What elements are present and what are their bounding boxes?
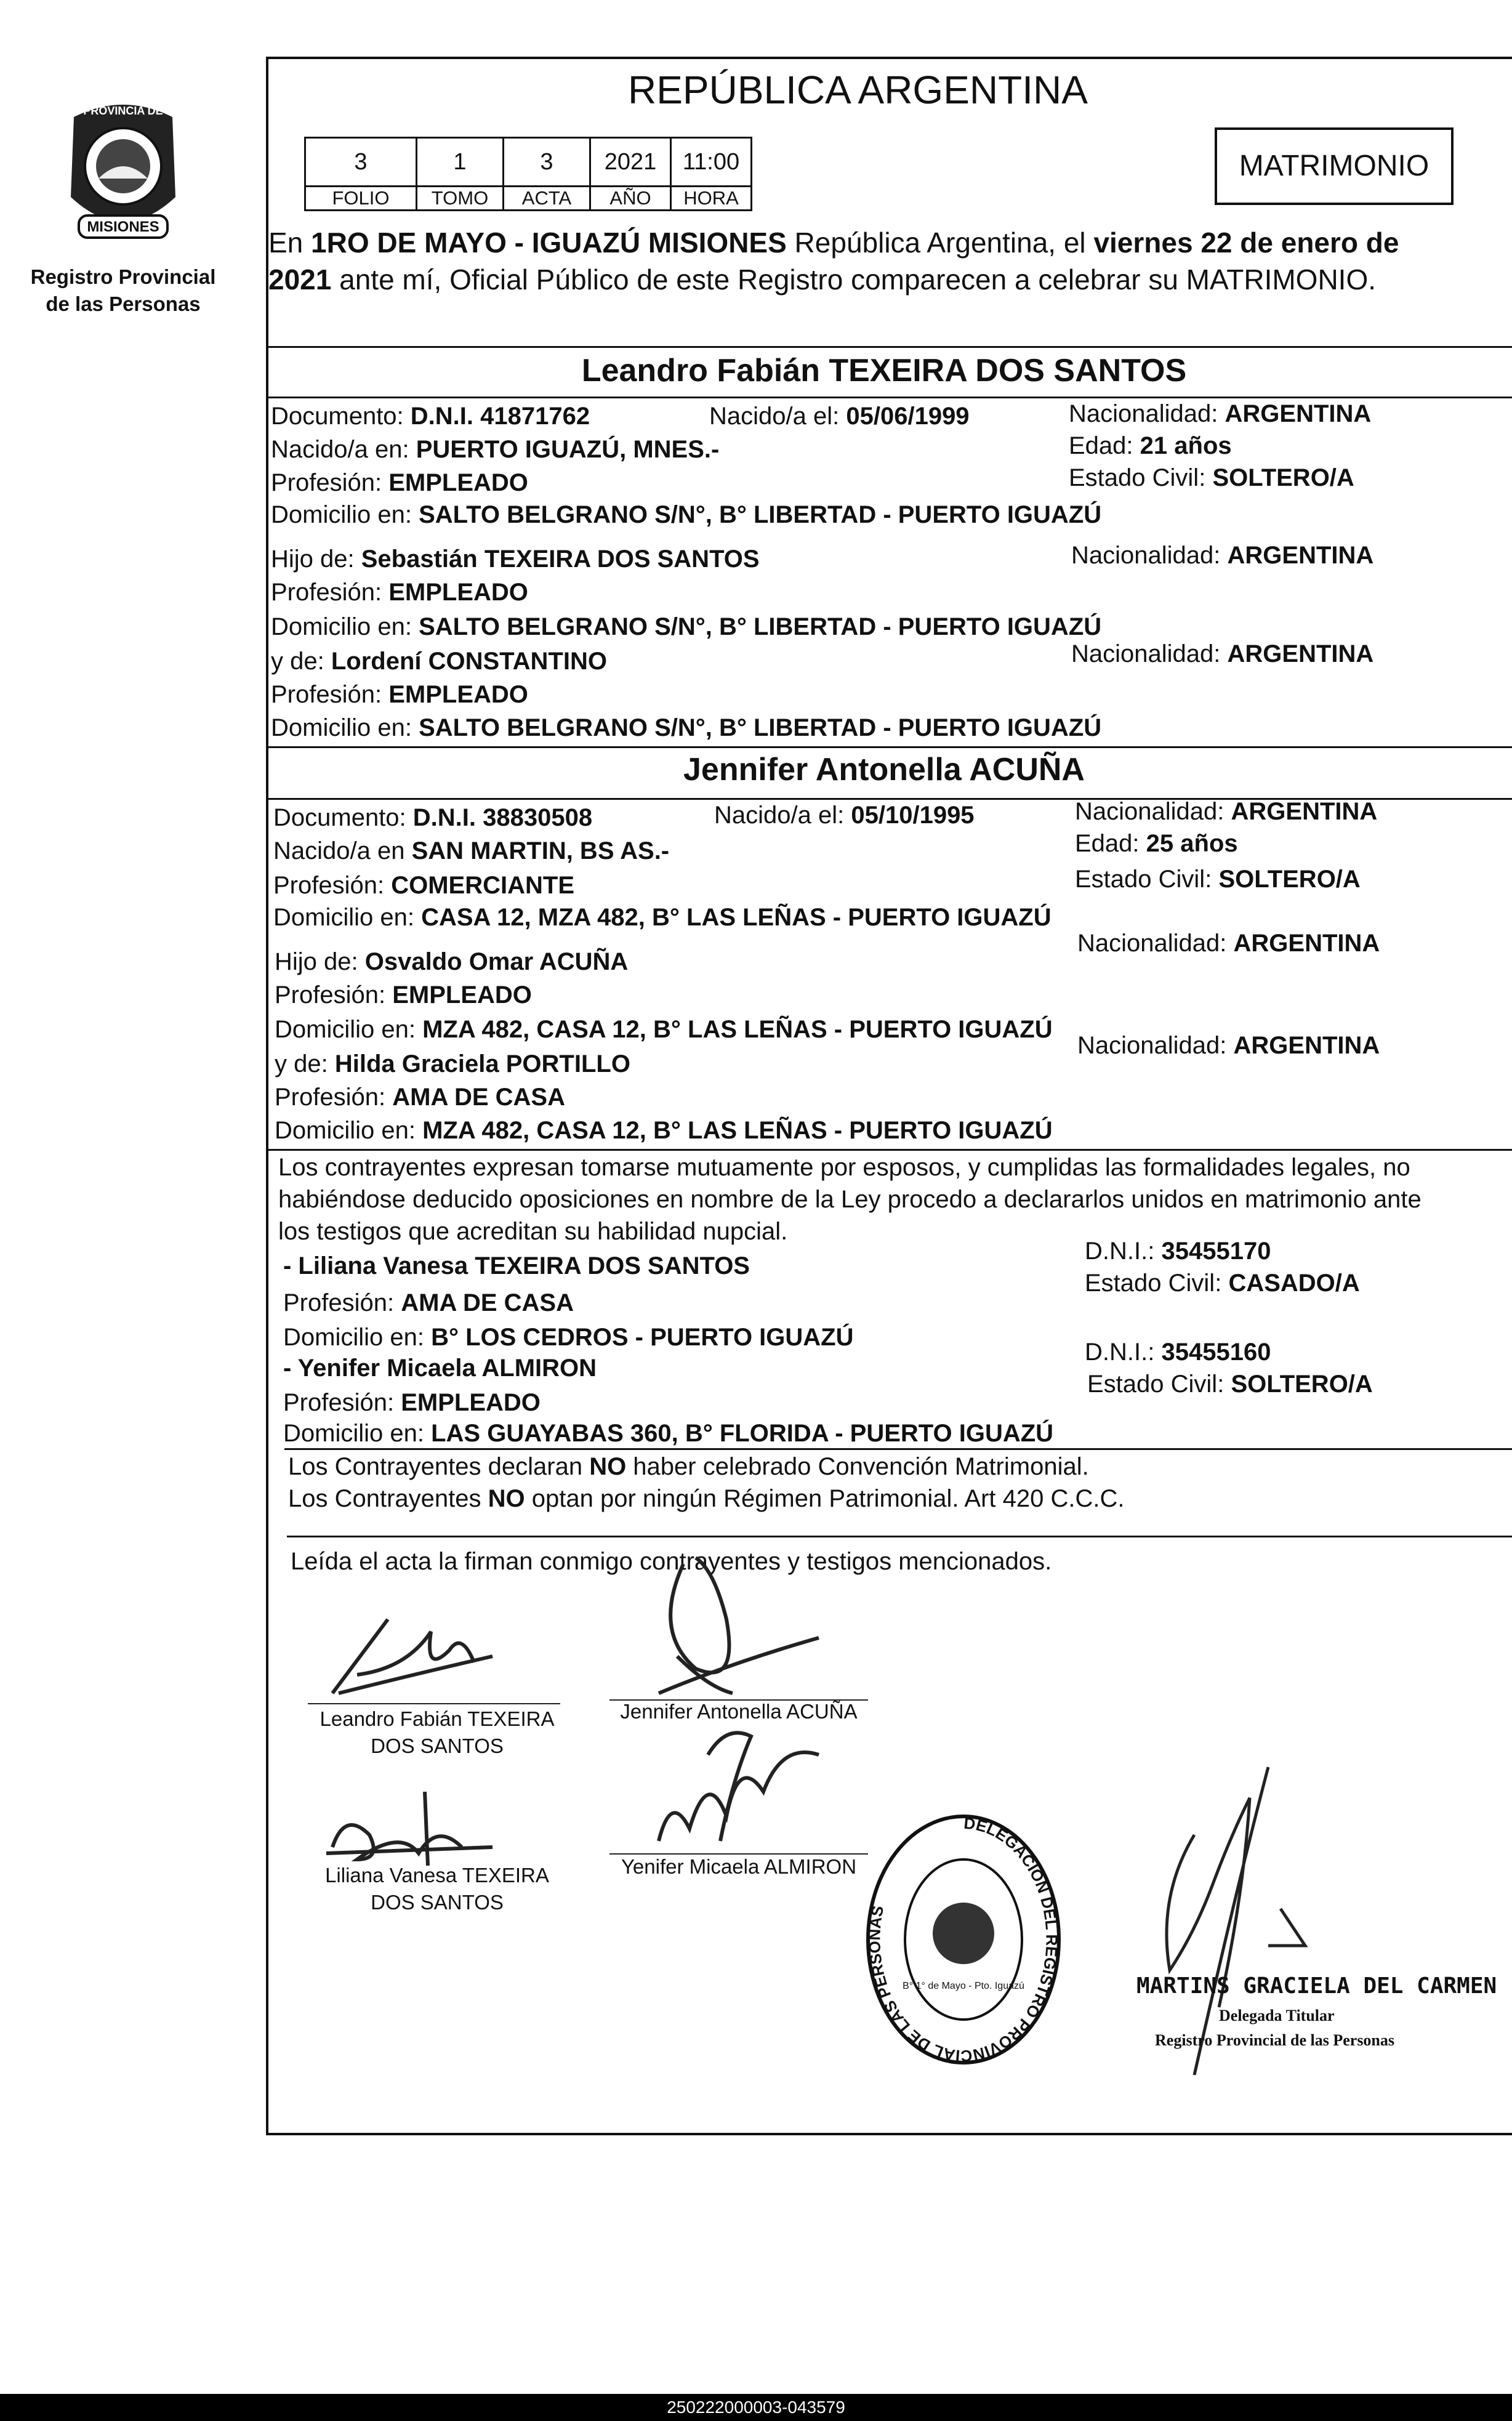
signature-jennifer — [640, 1545, 825, 1706]
sig3-caption: Liliana Vanesa TEXEIRA DOS SANTOS — [325, 1864, 549, 1914]
spouse1-name: Leandro Fabián TEXEIRA DOS SANTOS — [581, 353, 1187, 389]
sig4-caption: Yenifer Micaela ALMIRON — [621, 1855, 857, 1878]
sig2-caption: Jennifer Antonella ACUÑA — [620, 1700, 858, 1723]
acta-value: 3 — [504, 138, 590, 187]
tomo-label: TOMO — [417, 187, 504, 211]
declaration: Los contrayentes expresan tomarse mutuamente por esposos, y cumplidas las formalidades legales, no habiéndose deducido oposiciones en nombre de la Ley procedo a declararlos unidos en matrimonio ante los testigos que acreditan su habilidad nupcial. — [278, 1154, 1422, 1245]
tomo-value: 1 — [417, 138, 504, 187]
intro-paragraph: En 1RO DE MAYO - IGUAZÚ MISIONES República Argentina, el viernes 22 de enero de 2021 ante mí, Oficial Público de este Registro comparecen a celebrar su MATRIMONIO. — [268, 227, 1399, 296]
folio-label: FOLIO — [305, 187, 417, 211]
divider — [284, 1448, 1512, 1450]
official-title: Delegada Titular — [1219, 2007, 1335, 2024]
hora-label: HORA — [671, 187, 752, 211]
signature-yenifer — [634, 1718, 831, 1853]
divider — [268, 1149, 1512, 1151]
witness2-name: - Yenifer Micaela ALMIRON — [283, 1355, 597, 1382]
province-seal-icon — [49, 92, 197, 259]
sig1-caption: Leandro Fabián TEXEIRA DOS SANTOS — [320, 1707, 555, 1757]
signatures-intro: Leída el acta la firman conmigo contrayentes y testigos mencionados. — [291, 1548, 1052, 1575]
official-name: MARTINS GRACIELA DEL CARMEN — [1136, 1973, 1497, 1999]
registry-table — [304, 137, 752, 211]
svg-text:DELEGACION DEL REGISTRO PROVIN: DELEGACION DEL REGISTRO PROVINCIAL DE LAS PERSONAS — [865, 1813, 1061, 2066]
divider — [287, 1536, 1512, 1537]
witness1-name: - Liliana Vanesa TEXEIRA DOS SANTOS — [283, 1252, 750, 1279]
official-stamp — [862, 1810, 1065, 2069]
act-type-box: MATRIMONIO — [1215, 127, 1454, 205]
folio-value: 3 — [305, 138, 417, 187]
barcode: 250222000003-043579 — [0, 2394, 1512, 2421]
registry-logo — [49, 92, 197, 259]
convention-block: Los Contrayentes declaran NO haber celebrado Convención Matrimonial. Los Contrayentes NO optan por ningún Régimen Patrimonial. Art 420 C.C.C. — [288, 1453, 1125, 1512]
ano-label: AÑO — [590, 187, 671, 211]
country-title: REPÚBLICA ARGENTINA — [628, 68, 1088, 112]
registry-name: Registro Provincial de las Personas — [30, 265, 216, 315]
signature-line — [308, 1703, 560, 1704]
official-org: Registro Provincial de las Personas — [1155, 2031, 1395, 2049]
svg-text:PROVINCIA DE: PROVINCIA DE — [83, 105, 163, 117]
stamp-icon — [862, 1810, 1065, 2069]
signature-leandro — [320, 1607, 505, 1699]
hora-value: 11:00 — [671, 138, 752, 187]
svg-text:MISIONES: MISIONES — [87, 219, 159, 235]
svg-text:B° 1° de Mayo - Pto. Iguazú: B° 1° de Mayo - Pto. Iguazú — [903, 1981, 1024, 1991]
ano-value: 2021 — [590, 138, 671, 187]
spouse2-name: Jennifer Antonella ACUÑA — [683, 752, 1085, 788]
acta-label: ACTA — [504, 187, 590, 211]
divider — [268, 346, 1512, 348]
